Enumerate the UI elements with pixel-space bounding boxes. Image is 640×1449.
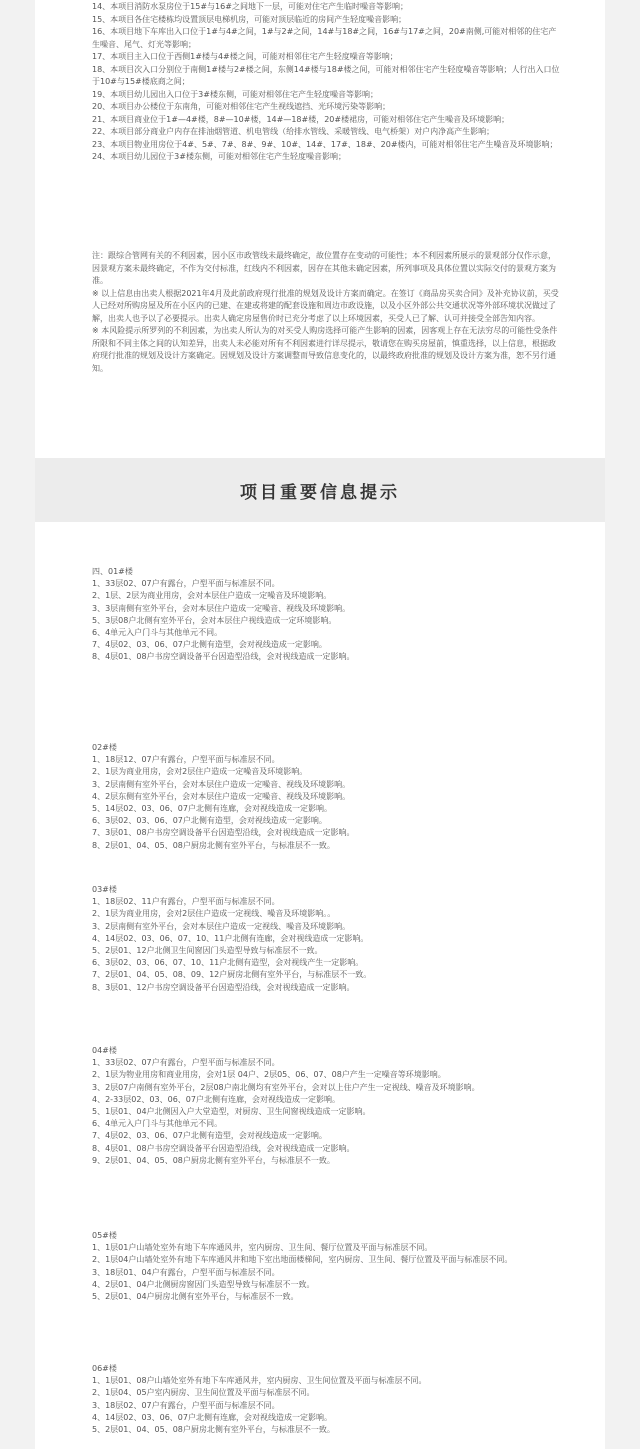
building-item: 6、3层02、03、06、07、10、11户北侧有造型，会对视线产生一定影响。	[92, 958, 364, 968]
adverse-factors-list	[92, 1, 562, 164]
list-item: 19、本项目幼儿园出入口位于3#楼东侧，可能对相邻住宅产生轻度噪音等影响；	[92, 89, 378, 99]
building-title: 04#楼	[92, 1046, 117, 1055]
building-item: 4、14层02、03、06、07、10、11户北侧有连廊，会对视线造成一定影响。	[92, 933, 369, 943]
building-item: 3、2层南侧有室外平台，会对本层住户造成一定视线、噪音及环境影响。	[92, 921, 351, 931]
building-item: 2、1层04、05户室内厨房、卫生间位置及平面与标准层不同。	[92, 1388, 315, 1398]
building-item: 6、3层02、03、06、07户北侧有造型，会对视线造成一定影响。	[92, 816, 327, 826]
building-section-02	[92, 742, 562, 852]
building-item: 1、1层01、08户山墙处室外有地下车库通风井，室内厨房、卫生间位置及平面与标准层不同。	[92, 1376, 427, 1386]
building-item: 4、2-33层02、03、06、07户北侧有连廊，会对视线造成一定影响。	[92, 1094, 340, 1104]
building-item: 1、18层12、07户有露台，户型平面与标准层不同。	[92, 755, 280, 765]
list-item: 14、本项目消防水泵房位于15#与16#之间地下一层，可能对住宅产生临时噪音等影响；	[92, 2, 408, 11]
note-paragraph: ※ 本风险提示所罗列的不利因素，为出卖人所认为的对买受人购房选择可能产生影响的因素，因客观上存在无法穷尽的可能性受条件所限和不同主体之间的认知差异，出卖人未必能对所有不利因素进行详尽提示，敬请您在购买房屋前，慎重选择，以上信息，根据政府现行批准的规划及设计方案确定。因规划及设计方案调整而导致信息变化的，以最终政府批准的规划及设计方案为准，恕不另行通知。	[92, 326, 558, 373]
building-section-05	[92, 1230, 562, 1303]
note-paragraph: ※ 以上信息由出卖人根据2021年4月及此前政府现行批准的规划及设计方案而确定。在签订《商品房买卖合同》及补充协议前，买受人已经对所购房屋及所在小区内的已建、在建或将建的配套设施和周边市政设施，以及小区外部公共交通状况等外部环境状况做过了解，出卖人也予以了必要提示。出卖人确定房屋售价时已充分考虑了以上环境因素，买受人已了解、认可并接受全部告知内容。	[92, 288, 559, 323]
building-item: 7、3层01、08户书房空调设备平台因造型沿线，会对视线造成一定影响。	[92, 828, 355, 838]
list-item: 18、本项目次入口分别位于南侧1#楼与2#楼之间，东侧14#楼与18#楼之间，可能对相邻住宅产生轻度噪音等影响；人行出入口位于10#与15#楼底商之间；	[92, 64, 560, 86]
section-banner	[35, 458, 605, 522]
list-item: 24、本项目幼儿园位于3#楼东侧，可能对相邻住宅产生轻度噪音影响；	[92, 152, 346, 161]
building-item: 4、2层东侧有室外平台，会对本层住户造成一定噪音、视线及环境影响。	[92, 791, 351, 801]
building-item: 4、14层02、03、06、07户北侧有连廊，会对视线造成一定影响。	[92, 1412, 332, 1422]
building-item: 7、2层01、04、05、08、09、12户厨房北侧有室外平台，与标准层不一致。	[92, 970, 372, 980]
building-item: 6、4单元入户门斗与其他单元不同。	[92, 1119, 223, 1129]
building-title: 03#楼	[92, 885, 117, 894]
building-section-06	[92, 1363, 562, 1436]
list-item: 17、本项目主入口位于西侧1#楼与4#楼之间，可能对相邻住宅产生轻度噪音等影响；	[92, 52, 398, 61]
list-item: 20、本项目办公楼位于东南角，可能对相邻住宅产生视线遮挡、光环境污染等影响；	[92, 102, 391, 111]
building-section-01	[92, 566, 562, 664]
section-title: 项目重要信息提示	[240, 482, 400, 503]
building-title: 05#楼	[92, 1231, 117, 1240]
building-item: 1、1层01户山墙处室外有地下车库通风井，室内厨房、卫生间、餐厅位置及平面与标准层不同。	[92, 1243, 433, 1253]
building-item: 3、18层02、07户有露台，户型平面与标准层不同。	[92, 1400, 280, 1410]
building-item: 6、4单元入户门斗与其他单元不同。	[92, 628, 223, 638]
building-item: 5、2层01、04户厨房北侧有室外平台，与标准层不一致。	[92, 1292, 299, 1302]
building-item: 7、4层02、03、06、07户北侧有造型，会对视线造成一定影响。	[92, 1131, 327, 1141]
building-item: 1、33层02、07户有露台，户型平面与标准层不同。	[92, 579, 280, 589]
building-item: 5、2层01、04、05、08户厨房北侧有室外平台，与标准层不一致。	[92, 1425, 335, 1435]
building-item: 1、33层02、07户有露台，户型平面与标准层不同。	[92, 1058, 280, 1068]
building-section-03	[92, 884, 562, 994]
building-item: 5、1层01、04户北侧因入户大堂造型，对厨房、卫生间窗视线造成一定影响。	[92, 1107, 371, 1117]
building-item: 3、2层07户南侧有室外平台，2层08户南北侧均有室外平台，会对以上住户产生一定视线、噪音及环境影响。	[92, 1082, 480, 1092]
building-item: 9、2层01、04、05、08户厨房北侧有室外平台，与标准层不一致。	[92, 1155, 335, 1165]
list-item: 23、本项目物业用房位于4#、5#、7#、8#、9#、10#、14#、17#、18#、20#楼内，可能对相邻住宅产生噪音及环境影响；	[92, 139, 558, 149]
building-item: 2、1层、2层为商业用房，会对本层住户造成一定噪音及环境影响。	[92, 591, 332, 601]
list-item: 15、本项目各住宅楼栋均设置顶层电梯机房，可能对顶层临近的房间产生轻度噪音影响；	[92, 14, 407, 24]
building-item: 2、1层为商业用房，会对2层住户造成一定噪音及环境影响。	[92, 767, 308, 777]
building-item: 7、4层02、03、06、07户北侧有造型，会对视线造成一定影响。	[92, 640, 327, 650]
building-item: 8、4层01、08户书房空调设备平台因造型沿线，会对视线造成一定影响。	[92, 1143, 355, 1153]
building-item: 5、2层01、12户北侧卫生间窗因门头造型导致与标准层不一致。	[92, 946, 323, 956]
building-item: 8、4层01、08户书房空调设备平台因造型沿线，会对视线造成一定影响。	[92, 652, 355, 662]
building-item: 4、2层01、04户北侧厨房窗因门头造型导致与标准层不一致。	[92, 1279, 315, 1289]
building-item: 3、2层南侧有室外平台，会对本层住户造成一定噪音、视线及环境影响。	[92, 779, 351, 789]
list-item: 16、本项目地下车库出入口位于1#与4#之间，1#与2#之间，14#与18#之间，16#与17#之间，20#南侧,可能对相邻的住宅产生噪音、尾气、灯光等影响；	[92, 27, 557, 49]
building-item: 2、1层为商业用房，会对2层住户造成一定视线、噪音及环境影响。。	[92, 909, 336, 919]
building-title: 02#楼	[92, 743, 117, 752]
disclaimer-notes	[92, 250, 562, 375]
list-item: 21、本项目商业位于1#—4#楼，8#—10#楼，14#—18#楼，20#楼裙房，可能对相邻住宅产生噪音及环境影响；	[92, 114, 510, 124]
note-paragraph: 注：跟综合管网有关的不利因素，因小区市政管线未最终确定，故位置存在变动的可能性；本不利因素所展示的景观部分仅作示意，因景观方案未最终确定，不作为交付标准，红线内不利因素，因存在其他未确定因素，所列事项及具体位置以实际交付的景观方案为准。	[92, 251, 556, 285]
building-section-04	[92, 1045, 562, 1167]
list-item: 22、本项目部分商业户内存在排油烟管道、机电管线（给排水管线、采暖管线、电气桥架）对户内净高产生影响；	[92, 127, 495, 136]
building-item: 8、2层01、04、05、08户厨房北侧有室外平台，与标准层不一致。	[92, 840, 335, 850]
building-item: 2、1层为物业用房和商业用房，会对1层 04户、2层05、06、07、08户产生一定噪音等环境影响。	[92, 1070, 446, 1080]
building-item: 1、18层02、11户有露台，户型平面与标准层不同。	[92, 897, 280, 907]
building-title: 四、01#楼	[92, 567, 133, 576]
building-item: 8、3层01、12户书房空调设备平台因造型沿线，会对视线造成一定影响。	[92, 982, 355, 992]
building-item: 5、14层02、03、06、07户北侧有连廊，会对视线造成一定影响。	[92, 804, 332, 814]
building-item: 3、3层南侧有室外平台，会对本层住户造成一定噪音、视线及环境影响。	[92, 603, 351, 613]
building-title: 06#楼	[92, 1364, 117, 1373]
building-item: 3、18层01、04户有露台，户型平面与标准层不同。	[92, 1267, 280, 1277]
building-item: 5、3层08户北侧有室外平台，会对本层住户视线造成一定环境影响。	[92, 615, 337, 625]
building-item: 2、1层04户山墙处室外有地下车库通风井和地下室出地面楼梯间，室内厨房、卫生间、餐厅位置及平面与标准层不同。	[92, 1255, 513, 1265]
